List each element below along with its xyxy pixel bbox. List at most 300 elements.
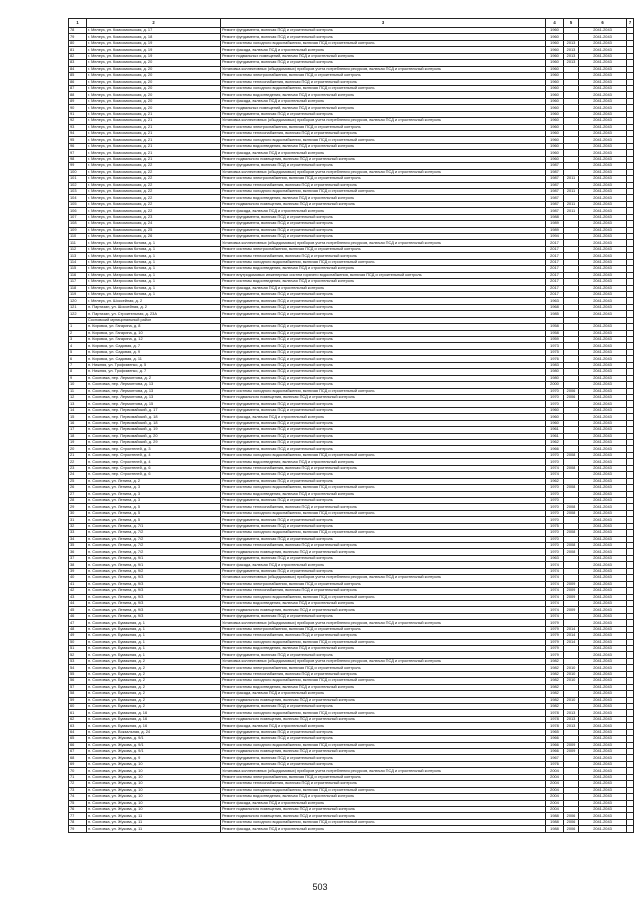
row-work-type: Ремонт фундамента, включая ПСД и строительный контроль [221,369,546,375]
row-planned-period: 2041-2043 [579,465,627,471]
row-work-type: Ремонт фундамента, включая ПСД и строительный контроль [221,729,546,735]
row-planned-period: 2041-2043 [579,79,627,85]
row-year-built: 1970 [546,394,564,400]
row-number: 52 [69,652,87,658]
row-address: п. Сосновка, ул. Бумажная, д. 1 [87,626,221,632]
row-number: 24 [69,472,87,478]
row-number: 121 [69,304,87,310]
row-number: 97 [69,150,87,156]
row-work-type: Ремонт системы теплоснабжения, включая ПСД и строительный контроль [221,781,546,787]
row-planned-period: 2041-2043 [579,143,627,149]
row-address: п. Сосновка, пер. Строителей, д. 6 [87,472,221,478]
row-work-type: Ремонт фундамента, включая ПСД и строительный контроль [221,291,546,297]
table-row [69,826,634,832]
row-address: п. Сосновка, ул. Бумажная, д. 2 [87,665,221,671]
row-number: 1 [69,324,87,330]
column-header-7: 7 [627,19,634,28]
row-planned-period: 2041-2043 [579,826,627,832]
row-year-built: 1982 [546,671,564,677]
row-address: п. Сосновка, ул. Ленина, д. 9/3 [87,588,221,594]
row-number: 60 [69,703,87,709]
row-planned-period: 2041-2043 [579,446,627,452]
row-number: 66 [69,742,87,748]
row-year-built: 1970 [546,530,564,536]
row-number: 79 [69,826,87,832]
row-number: 17 [69,427,87,433]
row-number: 117 [69,279,87,285]
row-work-type: Ремонт фундамента, включая ПСД и строительный контроль [221,433,546,439]
row-address: г. Мелеуз, ул. Комсомольская, д. 25 [87,227,221,233]
row-year-built: 2017 [546,253,564,259]
row-number: 63 [69,723,87,729]
row-number: 75 [69,800,87,806]
row-address: п. Кировка, ул. Гагарина, д. 12 [87,337,221,343]
row-address: п. Сосновка, ул. Ленина, д. 7/2 [87,530,221,536]
row-address: п. Сосновка, ул. Ленина, д. 5 [87,517,221,523]
row-address: п. Кировка, ул. Садовая, д. 11 [87,356,221,362]
row-year-built: 1978 [546,723,564,729]
row-year-built: 1974 [546,568,564,574]
row-planned-period: 2041-2043 [579,716,627,722]
row-planned-period: 2041-2043 [579,626,627,632]
row-planned-period: 2041-2043 [579,440,627,446]
row-work-type: Ремонт подвального помещения, включая ПСД и строительный контроль [221,749,546,755]
row-planned-period: 2041-2043 [579,504,627,510]
row-planned-period: 2041-2043 [579,40,627,46]
row-number: 27 [69,491,87,497]
row-address: п. Сосновка, ул. Бумажная, д. 2 [87,658,221,664]
row-year-built: 1961 [546,433,564,439]
row-address: п. Сосновка, пер. Строителей, д. 3 [87,446,221,452]
row-planned-period: 2041-2043 [579,665,627,671]
row-number: 5 [69,349,87,355]
row-address: п. Сосновка, ул. Ленина, д. 3 [87,497,221,503]
row-number: 85 [69,73,87,79]
row-work-type: Ремонт системы водоотведения, включая ПСД и строительный контроль [221,684,546,690]
row-work-type: Ремонт системы водоотведения, включая ПСД и строительный контроль [221,279,546,285]
row-work-type: Ремонт системы водоотведения, включая ПСД и строительный контроль [221,195,546,201]
row-planned-period: 2041-2043 [579,246,627,252]
row-number: 94 [69,131,87,137]
row-number: 79 [69,34,87,40]
row-number: 115 [69,266,87,272]
row-address: п. Кировка, ул. Садовая, д. 7 [87,343,221,349]
row-work-type: Ремонт системы водоотведения, включая ПСД и строительный контроль [221,459,546,465]
row-planned-period: 2041-2043 [579,337,627,343]
row-number: 58 [69,691,87,697]
row-work-type: Ремонт системы водоотведения, включая ПСД и строительный контроль [221,266,546,272]
row-work-type: Ремонт подвального помещения, включая ПСД и строительный контроль [221,806,546,812]
row-year-built: 2017 [546,240,564,246]
row-address: п. Сосновка, ул. Бумажная, д. 2 [87,678,221,684]
row-number: 47 [69,620,87,626]
row-address: г. Мелеуз, ул. Комсомольская, д. 21 [87,137,221,143]
row-year-built: 1962 [546,440,564,446]
row-work-type: Ремонт фундамента, включая ПСД и строительный контроль [221,427,546,433]
row-planned-period: 2041-2043 [579,201,627,207]
row-planned-period: 2041-2043 [579,736,627,742]
row-planned-period: 2041-2043 [579,768,627,774]
row-address: г. Мелеуз, ул. Комсомольская, д. 21 [87,111,221,117]
row-work-type: Ремонт фундамента, включая ПСД и строительный контроль [221,111,546,117]
row-number: 116 [69,272,87,278]
row-year-built: 1974 [546,575,564,581]
row-number: 46 [69,613,87,619]
row-number: 13 [69,401,87,407]
row-year-built: 2017 [546,259,564,265]
row-year-built: 1958 [546,330,564,336]
row-work-type: Установка коллективных (общедомовых) приборов учета потребления ресурсов, включая ПСД и строительный контроль [221,66,546,72]
row-work-type: Ремонт фундамента, включая ПСД и строительный контроль [221,362,546,368]
row-address: п. Сосновка, ул. Бумажная, д. 1 [87,646,221,652]
row-address: г. Мелеуз, ул. Матросова Котова, д. 1 [87,266,221,272]
row-address: п. Сосновка, ул. Ленина, д. 9/1 [87,562,221,568]
capital-repair-register-table [68,18,634,833]
row-address: п. Кировка, ул. Гагарина, д. 10 [87,330,221,336]
row-last-repair-year: 2008 [564,465,579,471]
row-planned-period: 2041-2043 [579,156,627,162]
row-year-built: 1987 [546,188,564,194]
row-work-type: Ремонт системы теплоснабжения, включая ПСД и строительный контроль [221,465,546,471]
row-last-repair-year: 2008 [564,543,579,549]
row-address: г. Мелеуз, ул. Комсомольская, д. 20 [87,92,221,98]
row-number: 20 [69,446,87,452]
row-work-type: Ремонт фундамента, включая ПСД и строительный контроль [221,420,546,426]
row-address: п. Сосновка, пер. Лермонтова, д. 15 [87,401,221,407]
row-number: 29 [69,504,87,510]
row-address: г. Мелеуз, ул. Комсомольская, д. 26 [87,234,221,240]
row-planned-period: 2041-2043 [579,562,627,568]
row-year-built: 1989 [546,221,564,227]
row-work-type: Ремонт системы электроснабжения, включая ПСД и строительный контроль [221,626,546,632]
row-address: п. Сосновка, ул. Бумажная, д. 1 [87,620,221,626]
row-address: г. Мелеуз, ул. Комсомольская, д. 21 [87,156,221,162]
row-year-built: 1976 [546,761,564,767]
row-number: 9 [69,375,87,381]
row-last-repair-year: 2010 [564,665,579,671]
row-work-type: Ремонт фасада, включая ПСД и строительный контроль [221,826,546,832]
row-address: п. Сосновка, пер. Первомайский, д. 20 [87,433,221,439]
row-last-repair-year: 2011 [564,201,579,207]
row-year-built: 1980 [546,369,564,375]
row-year-built: 1982 [546,665,564,671]
row-address: п. Сосновка, ул. Вокзальная, д. 24 [87,729,221,735]
row-year-built: 1988 [546,813,564,819]
row-work-type: Ремонт системы электроснабжения, включая ПСД и строительный контроль [221,176,546,182]
row-planned-period: 2041-2043 [579,73,627,79]
page-number: 503 [312,882,328,892]
row-address: г. Мелеуз, ул. Комсомольская, д. 22 [87,195,221,201]
row-planned-period: 2041-2043 [579,568,627,574]
row-work-type: Ремонт системы электроснабжения, включая ПСД и строительный контроль [221,581,546,587]
row-planned-period: 2041-2043 [579,124,627,130]
row-last-repair-year: 2009 [564,742,579,748]
row-year-built: 1979 [546,652,564,658]
row-planned-period: 2041-2043 [579,742,627,748]
row-work-type: Ремонт фундамента, включая ПСД и строительный контроль [221,337,546,343]
row-work-type: Ремонт системы холодного водоснабжения, включая ПСД и строительный контроль [221,710,546,716]
row-planned-period: 2041-2043 [579,195,627,201]
row-address: п. Сосновка, ул. Жукова, д. 10 [87,768,221,774]
row-planned-period: 2041-2043 [579,543,627,549]
row-last-repair-year: 2009 [564,749,579,755]
row-work-type: Установка коллективных (общедомовых) приборов учета потребления ресурсов, включая ПСД и строительный контроль [221,118,546,124]
row-address: г. Мелеуз, ул. Комсомольская, д. 22 [87,182,221,188]
row-number: 112 [69,246,87,252]
row-number: 87 [69,85,87,91]
row-last-repair-year: 2008 [564,549,579,555]
row-address: г. Мелеуз, ул. Комсомольская, д. 22 [87,163,221,169]
row-number: 15 [69,414,87,420]
row-planned-period: 2041-2043 [579,311,627,317]
row-last-repair-year: 2010 [564,671,579,677]
row-work-type: Ремонт фундамента, включая ПСД и строительный контроль [221,478,546,484]
row-year-built: 1960 [546,111,564,117]
row-number: 69 [69,761,87,767]
row-address: п. Кировка, ул. Садовая, д. 9 [87,349,221,355]
row-year-built: 1960 [546,73,564,79]
row-number: 59 [69,697,87,703]
row-work-type: Ремонт фасада, включая ПСД и строительный контроль [221,691,546,697]
row-year-built: 1970 [546,517,564,523]
row-year-built: 2017 [546,272,564,278]
row-planned-period: 2041-2043 [579,414,627,420]
row-work-type: Ремонт фундамента, включая ПСД и строительный контроль [221,536,546,542]
row-work-type: Ремонт системы водоотведения, включая ПСД и строительный контроль [221,646,546,652]
row-address: п. Сосновка, пер. Первомайский, д. 18 [87,420,221,426]
row-planned-period: 2041-2043 [579,697,627,703]
row-year-built: 1982 [546,658,564,664]
row-year-built: 1960 [546,85,564,91]
row-planned-period: 2041-2043 [579,401,627,407]
row-address: г. Мелеуз, ул. Комсомольская, д. 17 [87,28,221,34]
row-number: 50 [69,639,87,645]
row-year-built: 1961 [546,427,564,433]
row-work-type: Ремонт фундамента, включая ПСД и строительный контроль [221,311,546,317]
row-work-type: Ремонт системы теплоснабжения, включая ПСД и строительный контроль [221,182,546,188]
row-last-repair-year: 2013 [564,710,579,716]
row-planned-period: 2041-2043 [579,813,627,819]
row-planned-period: 2041-2043 [579,684,627,690]
row-planned-period: 2041-2043 [579,240,627,246]
row-address: г. Мелеуз, ул. Комсомольская, д. 19 [87,40,221,46]
row-planned-period: 2041-2043 [579,459,627,465]
row-planned-period: 2041-2043 [579,433,627,439]
row-planned-period: 2041-2043 [579,652,627,658]
row-planned-period: 2041-2043 [579,66,627,72]
row-last-repair-year: 2013 [564,53,579,59]
row-work-type: Ремонт системы электроснабжения, включая ПСД и строительный контроль [221,246,546,252]
row-address: п. Сосновка, ул. Ленина, д. 9/3 [87,607,221,613]
row-number: 2 [69,330,87,336]
row-year-built: 1966 [546,446,564,452]
row-planned-period: 2041-2043 [579,478,627,484]
row-number: 11 [69,388,87,394]
row-address: п. Сосновка, ул. Бумажная, д. 16 [87,710,221,716]
row-work-type: Ремонт фундамента, включая ПСД и строительный контроль [221,382,546,388]
row-address: г. Мелеуз, ул. Комсомольская, д. 20 [87,66,221,72]
row-work-type: Ремонт системы холодного водоснабжения, включая ПСД и строительный контроль [221,485,546,491]
row-last-repair-year: 2008 [564,510,579,516]
row-year-built: 1966 [546,736,564,742]
row-planned-period: 2041-2043 [579,517,627,523]
row-work-type: Ремонт фундамента, включая ПСД и строительный контроль [221,349,546,355]
row-year-built: 1979 [546,633,564,639]
row-address: п. Сосновка, пер. Лермонтова, д. 13 [87,388,221,394]
row-year-built: 1970 [546,491,564,497]
row-number: 102 [69,182,87,188]
row-work-type: Ремонт фасада, включая ПСД и строительный контроль [221,285,546,291]
row-number: 32 [69,523,87,529]
row-year-built: 1959 [546,337,564,343]
row-year-built: 1987 [546,182,564,188]
row-work-type: Ремонт внутридомовых инженерных систем горячего водоснабжения, включая ПСД и строительный контроль [221,272,546,278]
row-last-repair-year: 2006 [564,394,579,400]
row-number: 16 [69,420,87,426]
row-planned-period: 2041-2043 [579,761,627,767]
row-planned-period: 2041-2043 [579,375,627,381]
row-year-built: 1970 [546,485,564,491]
row-year-built: 1987 [546,201,564,207]
row-number: 71 [69,774,87,780]
row-year-built: 1960 [546,28,564,34]
row-work-type: Ремонт подвальных помещений, включая ПСД и строительный контроль [221,53,546,59]
row-work-type: Ремонт системы электроснабжения, включая ПСД и строительный контроль [221,665,546,671]
row-work-type: Ремонт фасада, включая ПСД и строительный контроль [221,208,546,214]
row-address: п. Нижняя, ул. Трофименко, д. 7 [87,369,221,375]
row-address: п. Сосновка, пер. Первомайский, д. 17 [87,407,221,413]
row-planned-period: 2041-2043 [579,800,627,806]
row-address: п. Сосновка, ул. Жукова, д. 9 [87,755,221,761]
row-planned-period: 2041-2043 [579,98,627,104]
row-address: г. Мелеуз, ул. Комсомольская, д. 23 [87,214,221,220]
row-year-built: 1970 [546,549,564,555]
row-address: п. Сосновка, ул. Бумажная, д. 2 [87,684,221,690]
row-address: г. Мелеуз, ул. Комсомольская, д. 22 [87,208,221,214]
row-work-type: Ремонт подвального помещения, включая ПСД и строительный контроль [221,607,546,613]
row-planned-period: 2041-2043 [579,452,627,458]
row-planned-period: 2041-2043 [579,472,627,478]
table-body [69,28,634,833]
row-planned-period: 2041-2043 [579,723,627,729]
row-last-repair-year: 2010 [564,678,579,684]
row-work-type: Ремонт системы водоотведения, включая ПСД и строительный контроль [221,794,546,800]
row-year-built: 1960 [546,414,564,420]
row-work-type: Ремонт системы теплоснабжения, включая ПСД и строительный контроль [221,588,546,594]
row-number: 8 [69,369,87,375]
row-year-built: 1970 [546,543,564,549]
row-address: п. Сосновка, ул. Ленина, д. 9/3 [87,575,221,581]
row-planned-period: 2041-2043 [579,234,627,240]
row-address: п. Сосновка, ул. Ленина, д. 7/1 [87,523,221,529]
row-address: п. Сосновка, ул. Ленина, д. 2 [87,478,221,484]
row-address: п. Партизан, ул. Строительная, д. 23А [87,311,221,317]
row-address: п. Сосновка, ул. Ленина, д. 7/2 [87,536,221,542]
row-number: 122 [69,311,87,317]
row-year-built: 1960 [546,131,564,137]
row-number: 39 [69,568,87,574]
row-number: 67 [69,749,87,755]
row-year-built: 1974 [546,600,564,606]
row-work-type: Ремонт фасада, включая ПСД и строительный контроль [221,98,546,104]
row-year-built: 1960 [546,98,564,104]
row-planned-period: 2041-2043 [579,639,627,645]
row-number: 21 [69,452,87,458]
row-address: п. Сосновка, ул. Ленина, д. 9/3 [87,581,221,587]
row-address: п. Сосновка, ул. Ленина, д. 3 [87,491,221,497]
row-year-built: 1970 [546,452,564,458]
row-planned-period: 2041-2043 [579,382,627,388]
row-address: п. Сосновка, ул. Жукова, д. 10 [87,800,221,806]
row-planned-period: 2041-2043 [579,214,627,220]
row-address: г. Мелеуз, ул. Матросова Котова, д. 1 [87,272,221,278]
row-work-type: Ремонт фундамента, включая ПСД и строительный контроль [221,28,546,34]
row-work-type: Ремонт фундамента, включая ПСД и строительный контроль [221,221,546,227]
row-number: 57 [69,684,87,690]
row-year-built: 1958 [546,324,564,330]
row-year-built: 1982 [546,691,564,697]
row-number: 83 [69,60,87,66]
row-address: п. Сосновка, ул. Ленина, д. 7/2 [87,543,221,549]
row-year-built: 1980 [546,375,564,381]
row-year-built: 1968 [546,304,564,310]
row-number: 49 [69,633,87,639]
row-address: п. Кировка, ул. Гагарина, д. 8 [87,324,221,330]
row-work-type: Ремонт системы холодного водоснабжения, включая ПСД и строительный контроль [221,678,546,684]
row-year-built: 1960 [546,92,564,98]
row-planned-period: 2041-2043 [579,646,627,652]
row-address: п. Сосновка, ул. Ленина, д. 7/2 [87,549,221,555]
row-number: 80 [69,40,87,46]
row-planned-period: 2041-2043 [579,729,627,735]
row-number: 65 [69,736,87,742]
row-address: г. Мелеуз, ул. Матросова Котова, д. 1 [87,259,221,265]
row-number: 62 [69,716,87,722]
row-planned-period: 2041-2043 [579,388,627,394]
row-number: 99 [69,163,87,169]
row-number: 89 [69,98,87,104]
row-work-type: Ремонт подвального помещения, включая ПСД и строительный контроль [221,201,546,207]
header-row [69,19,634,28]
row-year-built: 1960 [546,105,564,111]
row-address: п. Сосновка, ул. Бумажная, д. 2 [87,703,221,709]
row-address: г. Мелеуз, ул. Комсомольская, д. 22 [87,188,221,194]
row-year-built: 2004 [546,787,564,793]
row-year-built: 1974 [546,588,564,594]
row-last-repair-year: 2008 [564,452,579,458]
row-year-built: 1978 [546,710,564,716]
row-planned-period: 2041-2043 [579,613,627,619]
row-work-type: Ремонт системы холодного водоснабжения, включая ПСД и строительный контроль [221,787,546,793]
row-planned-period: 2041-2043 [579,47,627,53]
row-planned-period: 2041-2043 [579,607,627,613]
row-work-type: Ремонт фундамента, включая ПСД и строительный контроль [221,234,546,240]
row-year-built: 1967 [546,755,564,761]
row-year-built: 1978 [546,716,564,722]
row-planned-period: 2041-2043 [579,356,627,362]
row-address: п. Сосновка, ул. Жукова, д. 10 [87,774,221,780]
row-number: 103 [69,188,87,194]
row-number: 41 [69,581,87,587]
row-year-built: 1985 [546,311,564,317]
row-number: 40 [69,575,87,581]
row-work-type: Ремонт фундамента, включая ПСД и строительный контроль [221,304,546,310]
row-address: г. Мелеуз, ул. Комсомольская, д. 20 [87,79,221,85]
row-year-built: 1982 [546,703,564,709]
row-last-repair-year: 2014 [564,626,579,632]
row-number: 98 [69,156,87,162]
row-year-built: 1960 [546,156,564,162]
